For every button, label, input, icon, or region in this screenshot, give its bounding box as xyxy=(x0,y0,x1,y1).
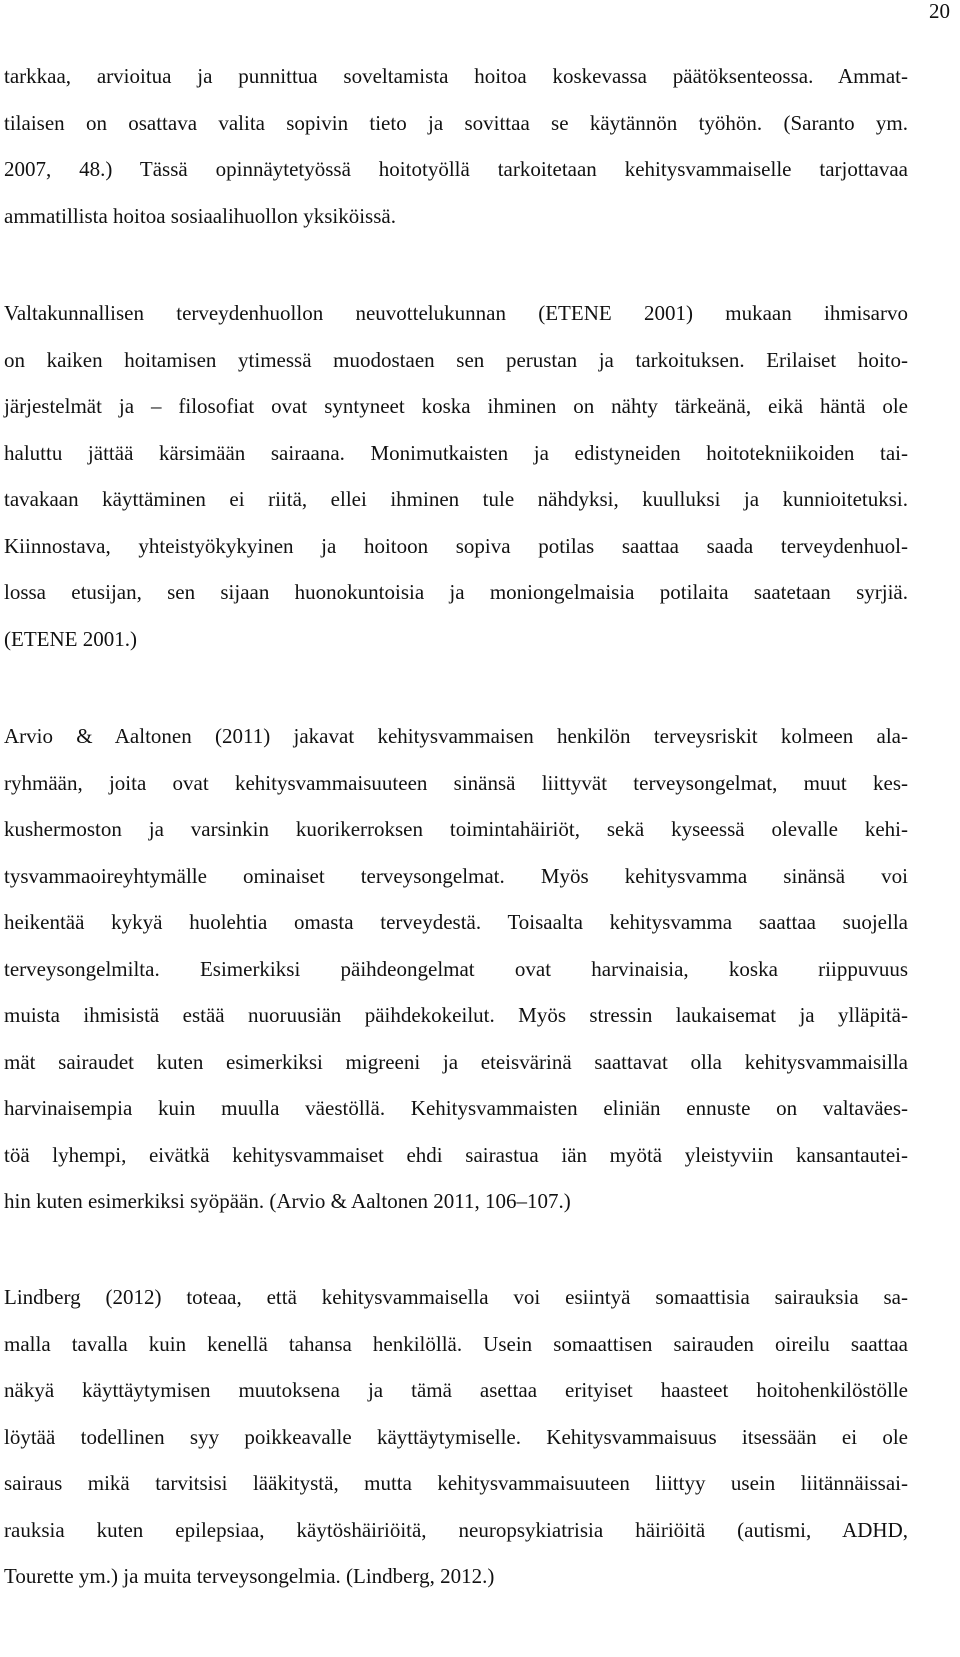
text-line: Arvio & Aaltonen (2011) jakavat kehitysvammaisen henkilön terveysriskit kolmeen ala- xyxy=(4,724,908,748)
text-line: malla tavalla kuin kenellä tahansa henkilöllä. Usein somaattisen sairauden oireilu saattaa xyxy=(4,1331,908,1356)
text-line: ryhmään, joita ovat kehitysvammaisuuteen sinänsä liittyvät terveysongelmat, muut kes- xyxy=(4,770,908,795)
text-line: sairaus mikä tarvitsisi lääkitystä, mutta kehitysvammaisuuteen liittyy usein liitännäissai- xyxy=(4,1471,908,1495)
text-line: töä lyhempi, eivätkä kehitysvammaiset ehdi sairastua iän myötä yleistyviin kansantautei- xyxy=(4,1142,908,1167)
text-line: tilaisen on osattava valita sopivin tieto ja sovittaa se käytännön työhön. (Saranto ym. xyxy=(4,110,908,135)
text-line: muista ihmisistä estää nuoruusiän päihdekokeilut. Myös stressin laukaisemat ja ylläpitä- xyxy=(4,1003,908,1027)
paragraph-4 xyxy=(4,1274,908,1600)
text-line: haluttu jättää kärsimään sairaana. Monimutkaisten ja edistyneiden hoitotekniikoiden tai- xyxy=(4,440,908,465)
text-line: Kiinnostava, yhteistyökykyinen ja hoitoon sopiva potilas saattaa saada terveydenhuol- xyxy=(4,533,908,558)
text-line: on kaiken hoitamisen ytimessä muodostaen sen perustan ja tarkoituksen. Erilaiset hoito- xyxy=(4,347,908,372)
text-line: hin kuten esimerkiksi syöpään. (Arvio & Aaltonen 2011, 106–107.) xyxy=(4,1189,571,1213)
text-line: löytää todellinen syy poikkeavalle käyttäytymiselle. Kehitysvammaisuus itsessään ei ole xyxy=(4,1424,908,1449)
text-line: lossa etusijan, sen sijaan huonokuntoisia ja moniongelmaisia potilaita saatetaan syrjiä. xyxy=(4,580,908,604)
page-number: 20 xyxy=(929,0,950,23)
text-line: (ETENE 2001.) xyxy=(4,626,137,651)
paragraph-2 xyxy=(4,290,908,662)
text-line: ammatillista hoitoa sosiaalihuollon yksiköissä. xyxy=(4,203,396,228)
text-line: heikentää kykyä huolehtia omasta terveydestä. Toisaalta kehitysvamma saattaa suojella xyxy=(4,910,908,934)
text-line: Tourette ym.) ja muita terveysongelmia. (Lindberg, 2012.) xyxy=(4,1564,495,1588)
text-line: kushermoston ja varsinkin kuorikerroksen toimintahäiriöt, sekä kyseessä olevalle kehi- xyxy=(4,817,908,841)
text-line: 2007, 48.) Tässä opinnäytetyössä hoitotyöllä tarkoitetaan kehitysvammaiselle tarjottavaa xyxy=(4,157,908,181)
text-line: terveysongelmilta. Esimerkiksi päihdeongelmat ovat harvinaisia, koska riippuvuus xyxy=(4,956,908,981)
text-line: Lindberg (2012) toteaa, että kehitysvammaisella voi esiintyä somaattisia sairauksia sa- xyxy=(4,1285,908,1309)
text-line: tarkkaa, arvioitua ja punnittua soveltamista hoitoa koskevassa päätöksenteossa. Ammat- xyxy=(4,64,908,88)
paragraph-3 xyxy=(4,713,908,1225)
text-line: Valtakunnallisen terveydenhuollon neuvottelukunnan (ETENE 2001) mukaan ihmisarvo xyxy=(4,301,908,325)
text-line: järjestelmät ja – filosofiat ovat syntyneet koska ihminen on nähty tärkeänä, eikä häntä ole xyxy=(4,394,908,418)
text-line: tavakaan käyttäminen ei riitä, ellei ihminen tule nähdyksi, kuulluksi ja kunnioitetuksi. xyxy=(4,487,908,511)
paragraph-1 xyxy=(4,53,908,239)
text-line: mät sairaudet kuten esimerkiksi migreeni ja eteisvärinä saattavat olla kehitysvammaisilla xyxy=(4,1049,908,1074)
text-line: tysvammaoireyhtymälle ominaiset terveysongelmat. Myös kehitysvamma sinänsä voi xyxy=(4,863,908,888)
text-line: näkyä käyttäytymisen muutoksena ja tämä asettaa erityiset haasteet hoitohenkilöstölle xyxy=(4,1378,908,1402)
text-line: harvinaisempia kuin muulla väestöllä. Kehitysvammaisten eliniän ennuste on valtaväes- xyxy=(4,1096,908,1120)
text-line: rauksia kuten epilepsiaa, käytöshäiriöitä, neuropsykiatrisia häiriöitä (autismi, ADHD, xyxy=(4,1517,908,1542)
